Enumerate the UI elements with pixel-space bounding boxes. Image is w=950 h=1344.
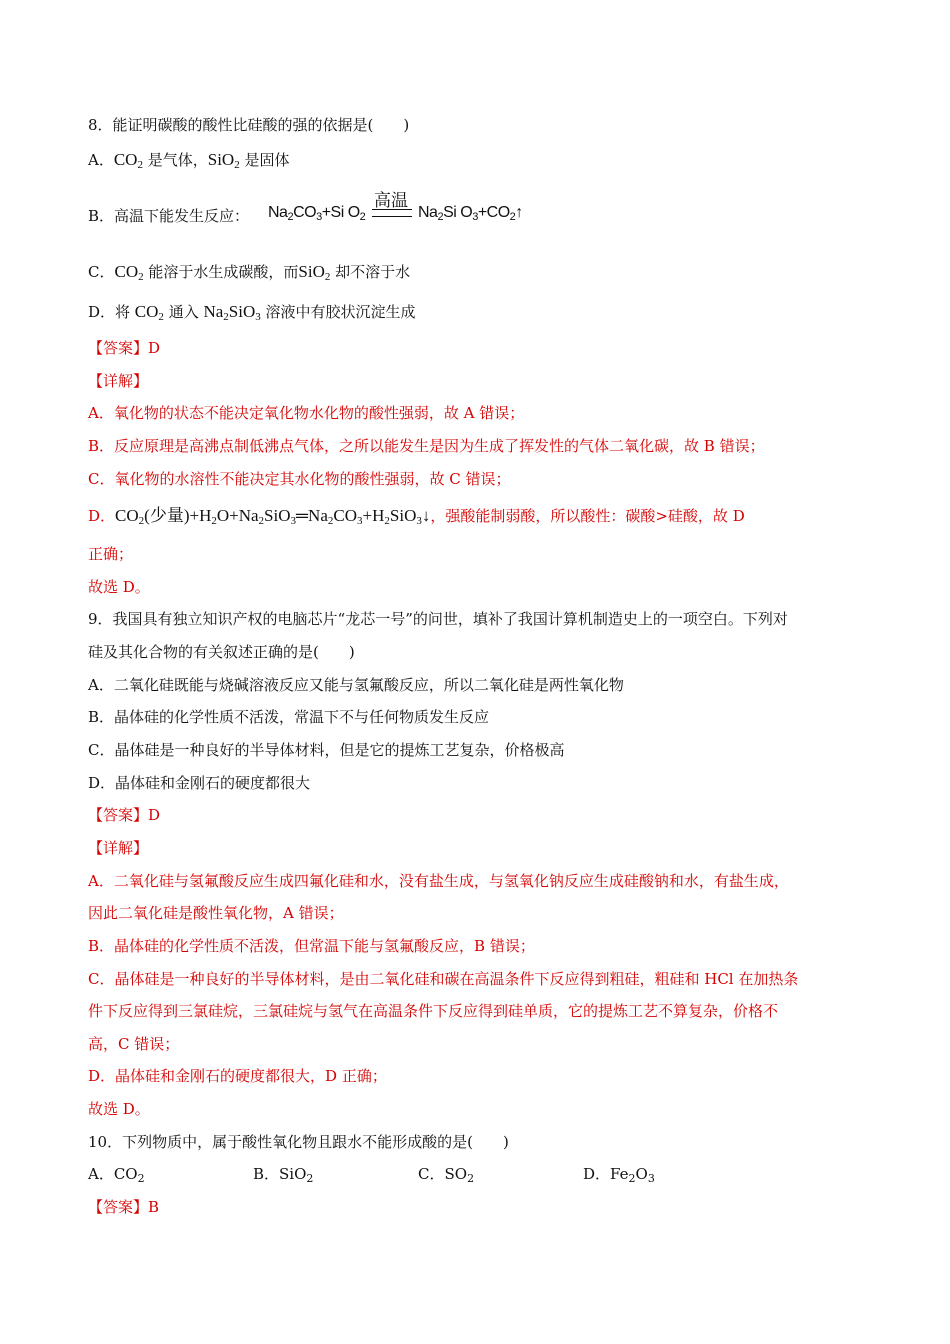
q8-option-b-equation [268,186,568,230]
q9-answer: 【答案】D [88,806,161,824]
q8-stem: 8．能证明碳酸的酸性比硅酸的强的依据是( ) [88,116,410,134]
q9-explanation-a-line2: 因此二氧化硅是酸性氧化物，A 错误； [88,904,344,922]
q9-option-a: A．二氧化硅既能与烧碱溶液反应又能与氢氟酸反应，所以二氧化硅是两性氧化物 [88,676,624,694]
q10-option-b: B．SiO$_2$ [253,1165,314,1185]
q8-explanation-b: B．反应原理是高沸点制低沸点气体，之所以能发生是因为生成了挥发性的气体二氧化碳，故 B 错误； [88,437,765,455]
reaction-condition: 高温 [374,191,408,211]
q8-explanation-d-line2: 正确； [88,545,134,563]
reaction-reactants: $Na_2CO_3+Si$ $O_2$ [268,204,366,223]
q10-option-d: D．$Fe_2O_3$ [583,1165,655,1185]
q10-option-a: A．$CO_2$ [88,1165,145,1185]
q9-explanation-a-line1: A．二氧化硅与氢氟酸反应生成四氟化硅和水，没有盐生成，与氢氧化钠反应生成硅酸钠和水，有盐生成， [88,872,789,890]
q9-explanation-c-line1: C．晶体硅是一种良好的半导体材料，是由二氧化硅和碳在高温条件下反应得到粗硅，粗硅和 HCl 在加热条 [88,970,799,988]
q8-option-a: A．$CO_2$ 是气体，SiO$_2$ 是固体 [88,150,290,171]
q8-explanation-d-equation: $CO_2$(少量)$+H_2O+Na_2SiO_3═Na_2CO_3+H_2SiO_3↓$ [115,506,431,527]
q9-stem-line1: 9．我国具有独立知识产权的电脑芯片“龙芯一号”的问世，填补了我国计算机制造史上的一项空白。下列对 [88,610,788,628]
q9-conclusion: 故选 D。 [88,1100,150,1118]
q9-explanation-d: D．晶体硅和金刚石的硬度都很大，D 正确； [88,1067,387,1085]
q8-option-d: D．将 $CO_2$ 通入 $Na_2SiO_3$ 溶液中有胶状沉淀生成 [88,302,416,323]
q9-option-b: B．晶体硅的化学性质不活泼，常温下不与任何物质发生反应 [88,708,490,726]
q8-answer: 【答案】D [88,339,161,357]
q8-detail-label: 【详解】 [88,372,149,390]
q9-explanation-b: B．晶体硅的化学性质不活泼，但常温下能与氢氟酸反应，B 错误； [88,937,535,955]
q10-stem: 10．下列物质中，属于酸性氧化物且跟水不能形成酸的是( ) [88,1133,509,1151]
q8-option-c: C．$CO_2$ 能溶于水生成碳酸，而SiO$_2$ 却不溶于水 [88,262,411,283]
reaction-equals-sign [372,209,412,217]
q9-stem-line2: 硅及其化合物的有关叙述正确的是( ) [88,643,355,661]
q10-options [88,1164,655,1184]
q8-explanation-d: D．$CO_2$(少量)$+H_2O+Na_2SiO_3═Na_2CO_3+H_2SiO_3↓$，强酸能制弱酸，所以酸性：碳酸>硅酸，故 D [88,506,745,527]
q9-option-d: D．晶体硅和金刚石的硬度都很大 [88,774,311,792]
q9-explanation-c-line3: 高，C 错误； [88,1035,180,1053]
q8-conclusion: 故选 D。 [88,578,150,596]
q9-detail-label: 【详解】 [88,839,149,857]
q10-option-c: C．$SO_2$ [418,1165,475,1185]
q10-answer: 【答案】B [88,1198,160,1216]
reaction-products: $Na_2Si$ $O_3+CO_2↑$ [418,204,523,223]
q8-explanation-a: A．氧化物的状态不能决定氧化物水化物的酸性强弱，故 A 错误； [88,404,525,422]
q8-option-b-prefix: B．高温下能发生反应： [88,207,250,225]
q8-explanation-c: C．氧化物的水溶性不能决定其水化物的酸性强弱，故 C 错误； [88,470,511,488]
q9-explanation-c-line2: 件下反应得到三氯硅烷，三氯硅烷与氢气在高温条件下反应得到硅单质，它的提炼工艺不算复杂，价格不 [88,1002,779,1020]
q9-option-c: C．晶体硅是一种良好的半导体材料，但是它的提炼工艺复杂，价格极高 [88,741,565,759]
